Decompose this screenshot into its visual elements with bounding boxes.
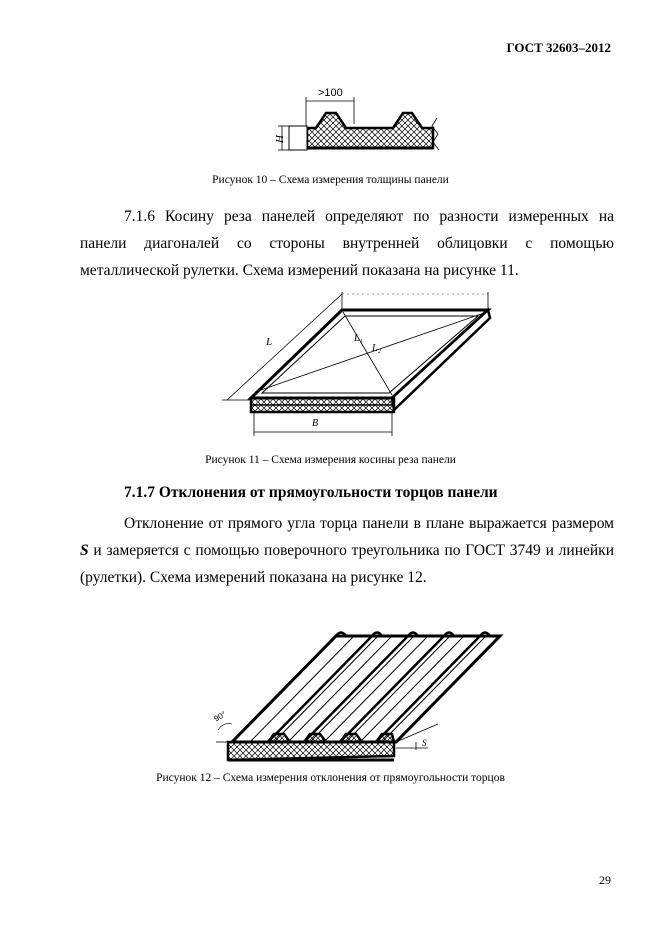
figure-10-height-label: H <box>273 135 286 143</box>
figure-11-caption: Рисунок 11 – Схема измерения косины реза панели <box>205 454 456 466</box>
figure-12-angle-label: 90° <box>212 709 228 724</box>
document-standard-number: ГОСТ 32603–2012 <box>506 40 611 55</box>
paragraph-7-1-7-rest: и замеряется с помощью поверочного треугольника по ГОСТ 3749 и линейки (рулетки). Схема измерений показана на рисунке 12. <box>80 542 614 586</box>
paragraph-7-1-7-start: Отклонение от прямого угла торца панели в плане выражается размером <box>124 515 614 532</box>
figure-11-label-l1: L₁ <box>354 333 364 344</box>
page-number: 29 <box>599 873 611 887</box>
figure-10-dimension-label: >100 <box>318 87 343 99</box>
figure-12-label-s: S <box>422 738 427 748</box>
figure-10-caption: Рисунок 10 – Схема измерения толщины панели <box>212 174 449 186</box>
figure-11-label-l2: L₂ <box>372 343 382 354</box>
figure-12-caption: Рисунок 12 – Схема измерения отклонения от прямоугольности торцов <box>156 772 505 784</box>
paragraph-7-1-6: 7.1.6 Косину реза панелей определяют по разности измеренных на панели диагоналей со стороны внутренней облицовки с помощью металлической рулетки. Схема измерений показана на рисунке 11. <box>80 208 614 279</box>
figure-11-label-l: L <box>266 336 273 348</box>
symbol-s: S <box>80 542 89 559</box>
figure-11-label-b: B <box>312 418 319 429</box>
section-7-1-7-heading: 7.1.7 Отклонения от прямоугольности торцов панели <box>124 484 498 501</box>
